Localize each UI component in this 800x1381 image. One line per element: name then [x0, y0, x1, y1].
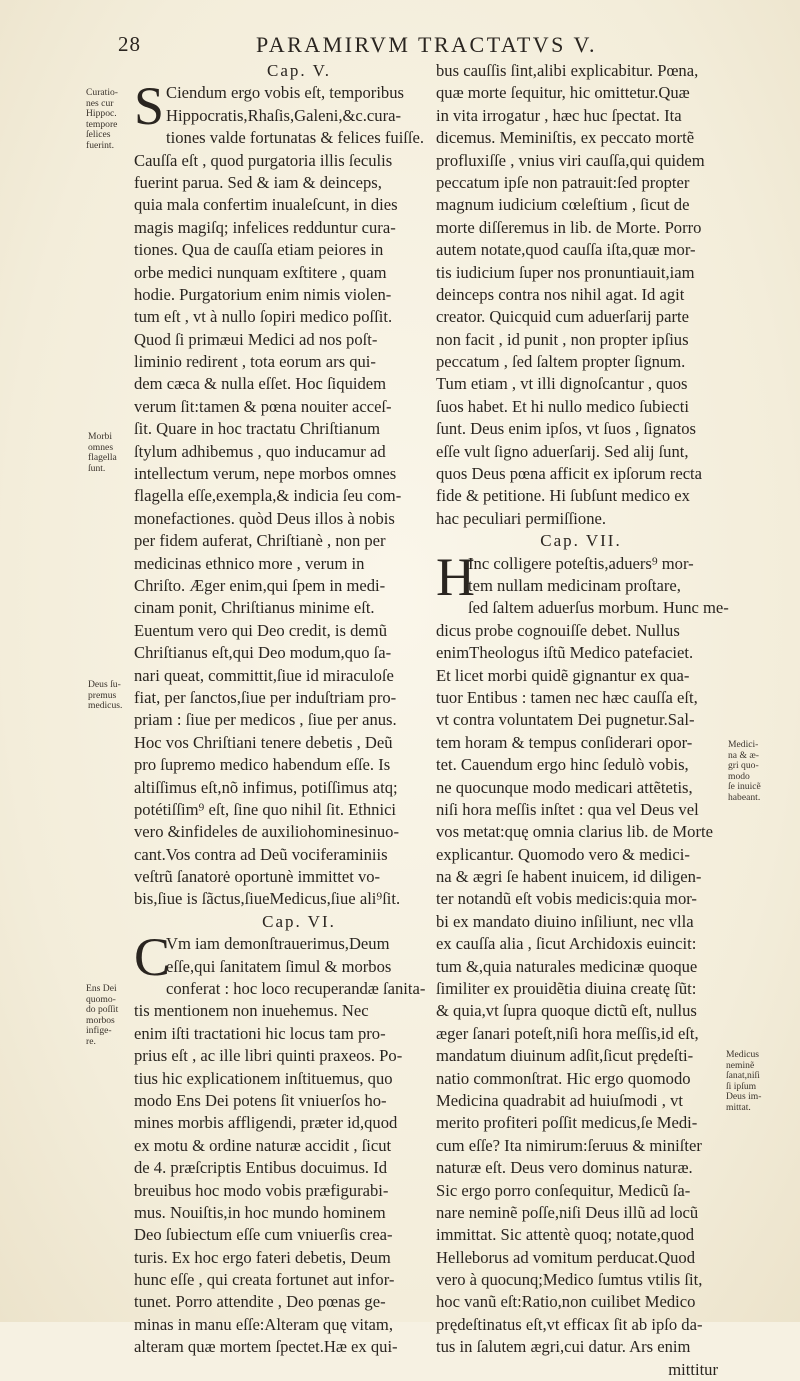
margin-note-medicus	[726, 1050, 761, 1113]
margin-note-line: premus	[88, 689, 117, 701]
text-line: dem cæca & nulla eſſet. Hoc ſiquidem	[134, 374, 387, 394]
margin-note-line: gri quo-	[728, 760, 759, 771]
margin-note-line: neminẽ	[726, 1059, 755, 1071]
text-line: morte diſſeremus in lib. de Morte. Porro	[436, 217, 702, 237]
text-line: vero &infideles de auxiliohominesinuo-	[134, 822, 399, 842]
text-line: medicinas ethnico more , verum in	[134, 553, 365, 573]
margin-note-line: fuerint.	[86, 139, 114, 151]
chapter-heading: Cap. VI.	[262, 911, 336, 931]
margin-note-line: omnes	[88, 441, 114, 453]
right-text-column	[436, 60, 729, 1381]
margin-note-line: morbos	[86, 1014, 115, 1026]
text-line: de 4. præſcriptis Entibus docuimus. Id	[134, 1158, 388, 1178]
margin-note-line: ſe inuicẽ	[728, 781, 761, 792]
margin-note-line: infige-	[86, 1025, 112, 1036]
text-line: ſimiliter ex prouidẽtia diuina creatę ſũt:	[436, 979, 697, 999]
text-line: immittat. Sic attentè quoq; notate,quod	[436, 1225, 695, 1245]
drop-cap-initial: C	[134, 927, 171, 988]
page-number: 28	[118, 32, 141, 56]
text-line-content: Vm iam demonſtrauerimus,Deum	[166, 934, 390, 954]
text-line: bus cauſſis ſint,alibi explicabitur. Pœna,	[436, 61, 699, 80]
text-line: Chriſtianus eſt,qui Deo modum,quo ſa-	[134, 643, 392, 663]
margin-note-line: medicus.	[88, 700, 123, 711]
text-line: na & ægri ſe habent inuicem, id diligen-	[436, 867, 702, 887]
text-line: tius hic explicationem inſtituemus, quo	[134, 1068, 393, 1088]
text-line: tus in ſalutem ægri,cui datur. Ars enim	[436, 1337, 691, 1357]
margin-note-line: Curatio-	[86, 87, 118, 98]
text-line: hoc vanũ eſt:Ratio,non cuilibet Medico	[436, 1292, 696, 1312]
text-line: Sic ergo porro conſequitur, Medicũ ſa-	[436, 1180, 691, 1200]
text-line: tum eſt , vt à nullo ſopiri medico poſſit.	[134, 307, 393, 327]
margin-note-medicina	[728, 740, 761, 803]
text-line: dicus probe cognouiſſe debet. Nullus	[436, 620, 680, 640]
text-line: hunc eſſe , qui creata fortunet aut infor-	[134, 1270, 395, 1290]
text-line: liminio redirent , tota eorum ars qui-	[134, 352, 376, 372]
text-line: breuibus hoc modo vobis præfigurabi-	[134, 1180, 389, 1200]
text-line: vos metat:quę omnia clarius lib. de Morte	[436, 822, 713, 842]
text-line: mines morbis affligendi, præter id,quod	[134, 1113, 398, 1133]
text-line: orbe medici nunquam exſtitere , quam	[134, 262, 387, 282]
margin-note-deus	[88, 680, 122, 712]
margin-note-line: Ens Dei	[86, 983, 117, 994]
text-line: intellectum verum, nepe morbos omnes	[134, 464, 397, 484]
margin-note-line: Medici-	[728, 739, 759, 750]
text-line: creator. Quicquid cum aduerſarij parte	[436, 307, 689, 327]
left-text-column	[134, 60, 434, 1359]
text-line: Hippocratis,Rhaſis,Galeni,&c.cura-	[166, 105, 402, 125]
text-line: nari queat, committit,ſiue id miraculoſe	[134, 665, 394, 685]
text-line: priam : ſiue per medicos , ſiue per anus.	[134, 710, 397, 730]
text-line: ter notandũ eſt vobis medicis:quia mor-	[436, 889, 697, 909]
text-line: ſtylum adhibemus , quo inducamur ad	[134, 441, 386, 461]
text-line: ſed ſaltem aduerſus morbum. Hunc me-	[468, 598, 729, 618]
text-line: peccatum ipſe non patrauit:ſed propter	[436, 172, 690, 192]
margin-note-line: nes cur	[86, 97, 114, 109]
margin-note-morbi	[88, 432, 117, 474]
margin-note-line: Deus ſu-	[88, 679, 121, 690]
chapter-heading: Cap. V.	[267, 61, 331, 80]
text-line: nare neminẽ poſſe,niſi Deus illũ ad locũ	[436, 1202, 699, 1222]
text-line: fuerint parua. Sed & iam & deinceps,	[134, 172, 382, 192]
text-line: quæ morte ſequitur, hic omittetur.Quæ	[436, 83, 690, 103]
margin-note-line: na & æ-	[728, 749, 759, 761]
text-line: profluxiſſe , vnius viri cauſſa,qui quidem	[436, 150, 705, 170]
text-line: pro ſupremo medico habendum eſſe. Is	[134, 755, 391, 775]
text-line: hac peculiari permiſſione.	[436, 508, 607, 528]
text-line: enimTheologus iſtũ Medico patefaciet.	[436, 643, 694, 663]
text-line: verum ſit:tamen & pœna nouiter acceſ-	[134, 396, 392, 416]
text-line: ex cauſſa alia , ſicut Archidoxis euincit:	[436, 934, 697, 954]
text-line: veſtrũ ſanatorė oportunè immittet vo-	[134, 867, 381, 887]
margin-note-line: Medicus	[726, 1049, 760, 1060]
margin-note-line: mittat.	[726, 1101, 751, 1113]
text-line: tuor Entibus : tamen nec hæc cauſſa eſt,	[436, 687, 698, 707]
text-line: dicemus. Meminiſtis, ex peccato mortẽ	[436, 128, 695, 148]
text-line: prędeſtinatus eſt,vt efficax ſit ab ipſo da-	[436, 1314, 703, 1334]
text-line: cant.Vos contra ad Deũ vociferaminiis	[134, 844, 388, 864]
text-line: conferat : hoc loco recuperandæ ſanita-	[166, 979, 426, 999]
text-line: tis mentionem non inuehemus. Nec	[134, 1001, 369, 1021]
text-line: Medicina quadrabit ad huiuſmodi , vt	[436, 1090, 684, 1110]
text-line: deinceps contra nos nihil agat. Id agit	[436, 284, 685, 304]
margin-note-line: habeant.	[728, 791, 761, 803]
text-line: autem notate,quod cauſſa iſta,quæ mor-	[436, 240, 696, 260]
margin-note-line: tempore	[86, 118, 118, 130]
text-line: altiſſimus eſt,nõ infimus, potiſſimus atq;	[134, 777, 398, 797]
text-line: magnum iudicium cœleſtium , ſicut de	[436, 195, 690, 215]
text-line: quos Deus pœna afficit ex ipſorum recta	[436, 464, 703, 484]
margin-note-curationes	[86, 88, 118, 151]
text-line: tunet. Porro attendite , Deo pœnas ge-	[134, 1292, 386, 1312]
text-line: tis iudicium ſuper nos pronuntiauit,iam	[436, 262, 695, 282]
text-line: explicantur. Quomodo vero & medici-	[436, 844, 690, 864]
text-line: fide & petitione. Hi ſubſunt medico ex	[436, 486, 690, 506]
text-line: Euentum vero qui Deo credit, is demũ	[134, 620, 387, 640]
text-line: eſſe vult ſigno aduerſarij. Sed alij ſunt,	[436, 441, 689, 461]
margin-note-line: re.	[86, 1035, 96, 1047]
text-line: eſſe,qui ſanitatem ſimul & morbos	[166, 956, 392, 976]
text-line: vt contra voluntatem Dei pugnetur.Sal-	[436, 710, 695, 730]
margin-note-line: ſunt.	[88, 462, 106, 474]
text-line: prius eſt , ac ille libri quinti praxeos. Po-	[134, 1046, 403, 1066]
text-line: per fidem auferat, Chriſtianè , non per	[134, 531, 386, 551]
text-line: merito profiteri poſſit medicus,ſe Medi-	[436, 1113, 698, 1133]
margin-note-line: do poſſit	[86, 1004, 119, 1015]
text-line: in vita irrogatur , hæc huc ſpectat. Ita	[436, 105, 682, 125]
margin-note-line: ſi ipſum	[726, 1080, 757, 1092]
text-line: tem nullam medicinam proſtare,	[468, 575, 681, 595]
text-line: Chriſto. Æger enim,qui ſpem in medi-	[134, 575, 386, 595]
text-line: tet. Cauendum ergo hinc ſedulò vobis,	[436, 755, 689, 775]
text-line: ne quocunque modo medicari attẽtetis,	[436, 777, 693, 797]
text-line: Deo ſubiectum eſſe cum vniuerſis crea-	[134, 1225, 393, 1245]
text-line: bis,ſiue is ſãctus,ſiueMedicus,ſiue ali⁹ſit.	[134, 889, 401, 909]
text-line-content: Ciendum ergo vobis eſt, temporibus	[166, 83, 404, 103]
text-line: monefactiones. quòd Deus illos à nobis	[134, 508, 395, 528]
text-line: niſi hora meſſis inſtet : qua vel Deus vel	[436, 799, 699, 819]
text-line: bi ex mandato diuino inſiliunt, nec vlla	[436, 911, 694, 931]
text-line: cum eſſe? Ita nimirum:ſeruus & miniſter	[436, 1135, 702, 1155]
text-line-content: Inc colligere poteſtis,aduers⁹ mor-	[468, 553, 694, 573]
text-line: quia mala confertim inualeſcunt, in dies	[134, 195, 398, 215]
catchword: mittitur	[668, 1359, 718, 1379]
text-line: naturæ eſt. Deus vero dominus naturæ.	[436, 1158, 693, 1178]
text-line: peccatum , ſed ſaltem propter ſignum.	[436, 352, 686, 372]
text-line: Helleborus ad vomitum perducat.Quod	[436, 1247, 695, 1267]
text-line: potétiſſim⁹ eſt, ſine quo nihil ſit. Ethnici	[134, 799, 397, 819]
text-line: tem horam & tempus conſiderari opor-	[436, 732, 693, 752]
text-line: modo Ens Dei potens ſit vniuerſos ho-	[134, 1090, 387, 1110]
text-line: enim iſti tractationi hic locus tam pro-	[134, 1023, 386, 1043]
margin-note-line: Deus im-	[726, 1091, 762, 1102]
margin-note-line: flagella	[88, 452, 117, 463]
text-line: cinam ponit, Chriſtianus minime eſt.	[134, 598, 375, 618]
text-line: magis magiſq; infelices redduntur cura-	[134, 217, 396, 237]
text-line: hodie. Purgatorium enim nimis violen-	[134, 284, 392, 304]
text-line: fiat, per ſanctos,ſiue per induſtriam pro-	[134, 687, 397, 707]
text-line: turis. Ex hoc ergo fateri debetis, Deum	[134, 1247, 391, 1267]
margin-note-ens-dei	[86, 984, 118, 1047]
text-line: flagella eſſe,exempla,& indicia ſeu com-	[134, 486, 402, 506]
text-line: mus. Nouiſtis,in hoc mundo hominem	[134, 1202, 386, 1222]
text-line: Tum etiam , vt illi dignoſcantur , quos	[436, 374, 688, 394]
page-header	[118, 32, 718, 62]
text-line: vero à quocunq;Medico ſumtus vtilis ſit,	[436, 1270, 703, 1290]
margin-note-line: ſanat,niſi	[726, 1070, 760, 1081]
text-line: Hoc vos Chriſtiani tenere debetis , Deũ	[134, 732, 393, 752]
chapter-heading: Cap. VII.	[540, 531, 622, 551]
text-line: Et licet morbi quidẽ gignantur ex qua-	[436, 665, 690, 685]
running-title: PARAMIRVM TRACTATVS V.	[256, 32, 598, 57]
text-line: ſunt. Deus enim ipſos, vt ſuos , ſignatos	[436, 419, 696, 439]
drop-cap-initial: H	[436, 546, 475, 607]
margin-note-line: modo	[728, 770, 750, 782]
text-line: æger ſanari poteſt,niſi hora meſſis,id eſt,	[436, 1023, 699, 1043]
margin-note-line: quomo-	[86, 993, 116, 1005]
text-line: mandatum diuinum adſit,ſicut prędeſti-	[436, 1046, 694, 1066]
text-line: minas in manu eſſe:Alteram quę vitam,	[134, 1314, 393, 1334]
margin-note-line: Morbi	[88, 431, 112, 442]
text-line: non facit , id punit , non propter ipſius	[436, 329, 689, 349]
text-line: ſuos habet. Et hi nullo medico ſubiecti	[436, 396, 690, 416]
text-line: ſit. Quare in hoc tractatu Chriſtianum	[134, 419, 381, 439]
margin-note-line: Hippoc.	[86, 108, 117, 119]
text-line: alteram quæ mortem ſpectet.Hæ ex qui-	[134, 1337, 398, 1357]
text-line: & quia,vt ſupra quoque dictũ eſt, nullus	[436, 1001, 697, 1021]
text-line: natio commonſtrat. Hic ergo quomodo	[436, 1068, 691, 1088]
text-line: Cauſſa eſt , quod purgatoria illis ſeculis	[134, 150, 393, 170]
text-line: tiones. Qua de cauſſa etiam peiores in	[134, 240, 384, 260]
text-line: Quod ſi primæui Medici ad nos poſt-	[134, 329, 378, 349]
text-line: ex motu & ordine naturæ accidit , ſicut	[134, 1135, 392, 1155]
text-line: tiones valde fortunatas & felices fuiſſe.	[166, 128, 425, 148]
text-line: tum &,quia naturales medicinæ quoque	[436, 956, 698, 976]
drop-cap-initial: S	[134, 76, 165, 137]
margin-note-line: ſelices	[86, 129, 111, 140]
